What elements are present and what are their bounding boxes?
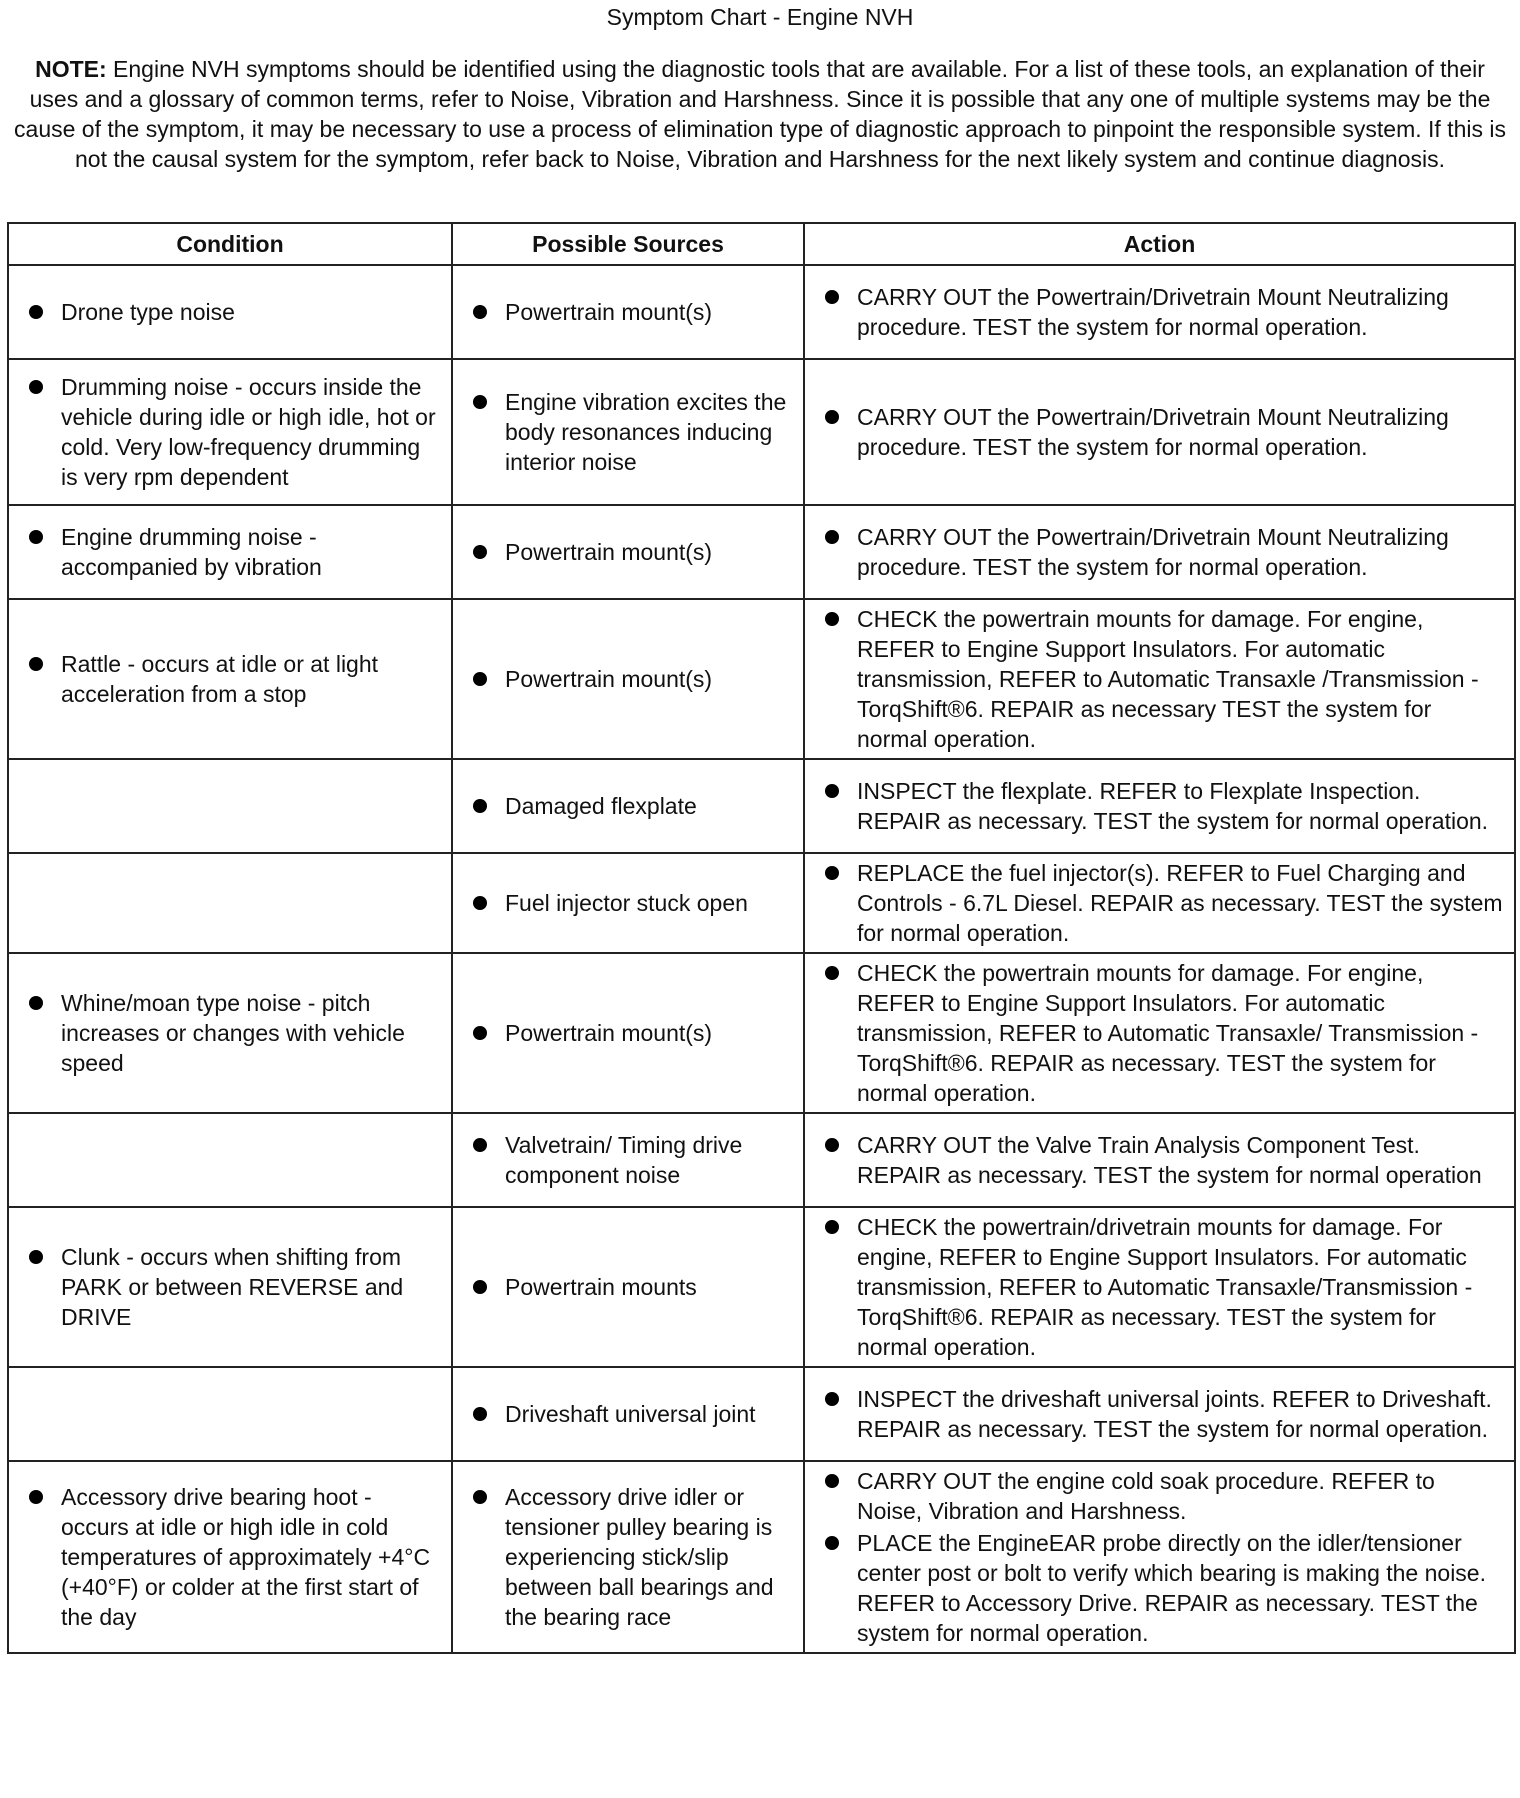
source-cell <box>452 853 804 953</box>
condition-item <box>29 649 441 709</box>
action-item <box>825 1466 1504 1526</box>
action-cell <box>804 759 1515 853</box>
condition-text: Drone type noise <box>61 299 235 325</box>
source-cell <box>452 953 804 1113</box>
bullet-icon <box>825 612 839 626</box>
bullet-icon <box>473 395 487 409</box>
table-row <box>8 265 1515 359</box>
condition-item <box>29 522 441 582</box>
table-row <box>8 1113 1515 1207</box>
action-cell <box>804 1367 1515 1461</box>
bullet-icon <box>473 1490 487 1504</box>
source-item <box>473 1482 793 1632</box>
condition-cell <box>8 265 452 359</box>
condition-text: Accessory drive bearing hoot - occurs at idle or high idle in cold temperatures of approximately +4°C (+40°F) or colder at the first start of the day <box>61 1484 431 1630</box>
bullet-icon <box>29 657 43 671</box>
bullet-icon <box>29 305 43 319</box>
source-text: Powertrain mount(s) <box>505 666 713 692</box>
source-cell <box>452 1207 804 1367</box>
action-item <box>825 1528 1504 1648</box>
page-title: Symptom Chart - Engine NVH <box>606 4 914 30</box>
action-cell <box>804 1207 1515 1367</box>
action-item <box>825 1384 1504 1444</box>
condition-cell <box>8 853 452 953</box>
condition-text: Drumming noise - occurs inside the vehicle during idle or high idle, hot or cold. Very low-frequency drumming is very rpm dependent <box>61 374 436 490</box>
source-item <box>473 1018 793 1048</box>
action-cell <box>804 853 1515 953</box>
condition-cell <box>8 1113 452 1207</box>
source-item <box>473 664 793 694</box>
action-text: INSPECT the driveshaft universal joints. REFER to Driveshaft. REPAIR as necessary. TEST the system for normal operation. <box>857 1386 1492 1442</box>
bullet-icon <box>29 996 43 1010</box>
condition-cell <box>8 1207 452 1367</box>
bullet-icon <box>825 1474 839 1488</box>
note-text: Engine NVH symptoms should be identified using the diagnostic tools that are available. For a list of these tools, an explanation of their uses and a glossary of common terms, refer to Noise, Vibration and Harshness. Since it is possible that any one of multiple systems may be the cause of the symptom, it may be necessary to use a process of elimination type of diagnostic approach to pinpoint the responsible system. If this is not the causal system for the symptom, refer back to Noise, Vibration and Harshness for the next likely system and continue diagnosis. <box>14 56 1506 172</box>
header-condition: Condition <box>8 223 452 265</box>
source-item <box>473 1130 793 1190</box>
source-text: Powertrain mounts <box>505 1274 697 1300</box>
note-paragraph <box>8 54 1512 174</box>
source-item <box>473 537 793 567</box>
header-action: Action <box>804 223 1515 265</box>
source-item <box>473 297 793 327</box>
bullet-icon <box>473 1026 487 1040</box>
condition-item <box>29 988 441 1078</box>
header-possible-sources: Possible Sources <box>452 223 804 265</box>
source-text: Fuel injector stuck open <box>505 890 748 916</box>
bullet-icon <box>473 799 487 813</box>
bullet-icon <box>29 1490 43 1504</box>
action-text: CHECK the powertrain mounts for damage. For engine, REFER to Engine Support Insulators. For automatic transmission, REFER to Automatic Transaxle/ Transmission - TorqShift®6. REPAIR as necessary. TEST the system for normal operation. <box>857 960 1479 1106</box>
action-cell <box>804 359 1515 505</box>
source-cell <box>452 759 804 853</box>
source-text: Accessory drive idler or tensioner pulley bearing is experiencing stick/slip between ball bearings and the bearing race <box>505 1484 774 1630</box>
table-row <box>8 1367 1515 1461</box>
action-text: INSPECT the flexplate. REFER to Flexplate Inspection. REPAIR as necessary. TEST the system for normal operation. <box>857 778 1489 834</box>
bullet-icon <box>825 1220 839 1234</box>
action-cell <box>804 1461 1515 1653</box>
condition-text: Clunk - occurs when shifting from PARK or between REVERSE and DRIVE <box>61 1244 404 1330</box>
action-item <box>825 1130 1504 1190</box>
bullet-icon <box>29 380 43 394</box>
condition-cell <box>8 759 452 853</box>
source-cell <box>452 599 804 759</box>
condition-cell <box>8 599 452 759</box>
source-cell <box>452 1367 804 1461</box>
note-label: NOTE: <box>35 56 107 82</box>
action-item <box>825 522 1504 582</box>
bullet-icon <box>29 530 43 544</box>
source-text: Valvetrain/ Timing drive component noise <box>505 1132 743 1188</box>
action-text: REPLACE the fuel injector(s). REFER to Fuel Charging and Controls - 6.7L Diesel. REPAIR as necessary. TEST the system for normal operation. <box>857 860 1503 946</box>
action-text: PLACE the EngineEAR probe directly on the idler/tensioner center post or bolt to verify which bearing is making the noise. REFER to Accessory Drive. REPAIR as necessary. TEST the system for normal operation. <box>857 1530 1486 1646</box>
table-row <box>8 1461 1515 1653</box>
table-row <box>8 759 1515 853</box>
source-item <box>473 1399 793 1429</box>
action-text: CARRY OUT the Powertrain/Drivetrain Mount Neutralizing procedure. TEST the system for normal operation. <box>857 284 1449 340</box>
action-text: CHECK the powertrain/drivetrain mounts for damage. For engine, REFER to Engine Support Insulators. For automatic transmission, REFER to Automatic Transaxle/Transmission - TorqShift®6. REPAIR as necessary. TEST the system for normal operation. <box>857 1214 1473 1360</box>
source-text: Powertrain mount(s) <box>505 1020 713 1046</box>
table-body <box>8 265 1515 1653</box>
action-text: CARRY OUT the Powertrain/Drivetrain Mount Neutralizing procedure. TEST the system for normal operation. <box>857 524 1449 580</box>
action-text: CARRY OUT the Valve Train Analysis Component Test. REPAIR as necessary. TEST the system for normal operation <box>857 1132 1482 1188</box>
bullet-icon <box>825 290 839 304</box>
action-item <box>825 282 1504 342</box>
condition-item <box>29 372 441 492</box>
bullet-icon <box>473 305 487 319</box>
bullet-icon <box>29 1250 43 1264</box>
action-cell <box>804 1113 1515 1207</box>
action-item <box>825 604 1504 754</box>
condition-cell <box>8 505 452 599</box>
action-text: CARRY OUT the Powertrain/Drivetrain Mount Neutralizing procedure. TEST the system for normal operation. <box>857 404 1449 460</box>
source-item <box>473 387 793 477</box>
source-text: Powertrain mount(s) <box>505 299 713 325</box>
bullet-icon <box>473 896 487 910</box>
source-text: Engine vibration excites the body resonances inducing interior noise <box>505 389 787 475</box>
bullet-icon <box>473 1407 487 1421</box>
action-cell <box>804 265 1515 359</box>
bullet-icon <box>825 530 839 544</box>
bullet-icon <box>473 672 487 686</box>
condition-text: Rattle - occurs at idle or at light acceleration from a stop <box>61 651 379 707</box>
condition-item <box>29 297 441 327</box>
source-cell <box>452 505 804 599</box>
table-row <box>8 853 1515 953</box>
table-row <box>8 359 1515 505</box>
action-cell <box>804 953 1515 1113</box>
bullet-icon <box>825 410 839 424</box>
action-cell <box>804 599 1515 759</box>
source-item <box>473 1272 793 1302</box>
action-item <box>825 858 1504 948</box>
action-cell <box>804 505 1515 599</box>
source-cell <box>452 359 804 505</box>
action-item <box>825 402 1504 462</box>
source-text: Damaged flexplate <box>505 793 697 819</box>
source-text: Driveshaft universal joint <box>505 1401 756 1427</box>
table-header-row <box>8 223 1515 265</box>
bullet-icon <box>825 966 839 980</box>
action-item <box>825 776 1504 836</box>
action-item <box>825 958 1504 1108</box>
condition-cell <box>8 953 452 1113</box>
action-text: CARRY OUT the engine cold soak procedure. REFER to Noise, Vibration and Harshness. <box>857 1468 1435 1524</box>
bullet-icon <box>825 784 839 798</box>
source-item <box>473 888 793 918</box>
bullet-icon <box>825 1138 839 1152</box>
source-cell <box>452 1461 804 1653</box>
bullet-icon <box>473 1280 487 1294</box>
table-row <box>8 505 1515 599</box>
action-text: CHECK the powertrain mounts for damage. For engine, REFER to Engine Support Insulators. For automatic transmission, REFER to Automatic Transaxle /Transmission - TorqShift®6. REPAIR as necessary TEST the system for normal operation. <box>857 606 1479 752</box>
source-cell <box>452 1113 804 1207</box>
source-cell <box>452 265 804 359</box>
bullet-icon <box>825 866 839 880</box>
bullet-icon <box>473 1138 487 1152</box>
source-item <box>473 791 793 821</box>
condition-text: Engine drumming noise - accompanied by vibration <box>61 524 322 580</box>
condition-item <box>29 1242 441 1332</box>
symptom-chart-table <box>7 222 1516 1654</box>
bullet-icon <box>825 1392 839 1406</box>
table-row <box>8 953 1515 1113</box>
table-row <box>8 599 1515 759</box>
condition-cell <box>8 1461 452 1653</box>
condition-text: Whine/moan type noise - pitch increases or changes with vehicle speed <box>61 990 405 1076</box>
condition-cell <box>8 1367 452 1461</box>
action-item <box>825 1212 1504 1362</box>
condition-item <box>29 1482 441 1632</box>
condition-cell <box>8 359 452 505</box>
bullet-icon <box>473 545 487 559</box>
bullet-icon <box>825 1536 839 1550</box>
source-text: Powertrain mount(s) <box>505 539 713 565</box>
table-row <box>8 1207 1515 1367</box>
